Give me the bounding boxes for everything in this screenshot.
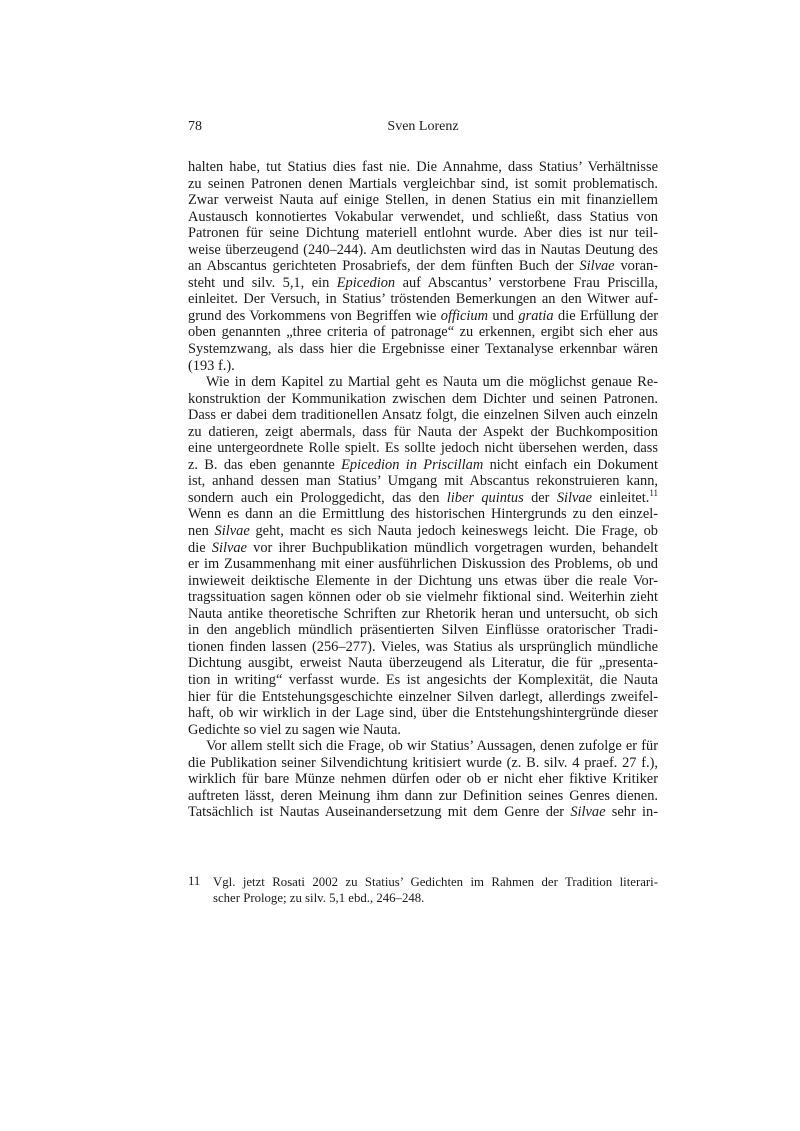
text-span: nicht einfach ein Dokument [483, 456, 658, 473]
text-line [188, 705, 658, 722]
text-line [188, 291, 658, 308]
text-line [188, 159, 658, 176]
text-span: Zwar verweist Nauta auf einige Stellen, in denen Statius ein mit finanziellem [188, 192, 658, 209]
text-span: ist, anhand dessen man Statius’ Umgang mit Abscantus rekonstruieren kann, [188, 473, 658, 490]
text-span: nen [188, 523, 215, 540]
text-span: zu seinen Patronen denen Martials vergleichbar sind, ist somit problematisch. [188, 175, 658, 192]
text-span: Austausch konnotiertes Vokabular verwendet, und schließt, dass Statius von [188, 208, 658, 225]
text-span: die Publikation seiner Silvendichtung kritisiert wurde (z. B. silv. 4 praef. 27 f.), [188, 754, 658, 771]
text-span: der [523, 489, 557, 506]
text-span: steht und silv. 5,1, ein [188, 274, 337, 291]
text-span: er im Zusammenhang mit einer ausführlichen Diskussion des Problems, ob und [188, 556, 658, 573]
italic-text: gratia [518, 307, 554, 324]
text-span: Nauta antike theoretische Schriften zur Rhetorik heran und untersucht, ob sich [188, 605, 658, 622]
italic-text: Silvae [570, 804, 606, 821]
text-span: zu datieren, zeigt abermals, dass für Nauta der Aspekt der Buchkomposition [188, 423, 658, 440]
text-span: voran- [614, 258, 659, 275]
text-span: grund des Vorkommens von Begriffen wie [188, 307, 441, 324]
footnote [188, 874, 658, 906]
text-line [213, 874, 658, 890]
text-span: Patronen für seine Dichtung materiell entlohnt wurde. Aber dies ist nur teil- [188, 225, 658, 242]
text-span: einleitet. Der Versuch, in Statius’ tröstenden Bemerkungen an den Witwer auf- [188, 291, 658, 308]
text-span: Dass er dabei dem traditionellen Ansatz folgt, die einzelnen Silven auch einzeln [188, 407, 658, 424]
italic-text: Silvae [214, 523, 250, 540]
text-span: sondern auch ein Prologgedicht, das den [188, 489, 447, 506]
text-span: z. B. das eben genannte [188, 456, 342, 473]
text-line [188, 225, 658, 242]
text-line [188, 722, 658, 739]
text-line [188, 589, 658, 606]
text-span: Gedichte so viel zu sagen wie Nauta. [188, 721, 401, 738]
italic-text: Silvae [556, 489, 593, 506]
text-line [188, 242, 658, 259]
text-span: geht, macht es sich Nauta jedoch keineswegs leicht. Die Frage, ob [249, 523, 658, 540]
text-line [188, 738, 658, 755]
text-line [188, 606, 658, 623]
text-span: die [188, 539, 212, 556]
text-line [188, 487, 658, 507]
page-number: 78 [188, 119, 202, 134]
text-span: hier für die Entstehungsgeschichte einzelner Silven darlegt, allerdings zweifel- [188, 688, 658, 705]
footnote-text [213, 874, 658, 906]
text-span: konstruktion der Kommunikation zwischen dem Dichter und seinen Patronen. [188, 390, 658, 407]
italic-text: Silvae [211, 539, 247, 556]
text-span: eine untergeordnete Rolle spielt. Es sollte jedoch nicht übersehen werden, dass [188, 440, 658, 457]
text-line [188, 639, 658, 656]
text-span: an Abscantus gerichteten Prosabriefs, der dem fünften Buch der [188, 258, 580, 275]
text-line [188, 209, 658, 226]
text-span: Wenn es dann an die Ermittlung des historischen Hintergrunds zu den einzel- [188, 506, 658, 523]
text-line [188, 506, 658, 523]
text-line [188, 771, 658, 788]
italic-text: liber quintus [446, 489, 524, 506]
text-span: einleitet. [592, 489, 650, 506]
italic-text: Silvae [579, 258, 615, 275]
text-line [188, 573, 658, 590]
text-line [188, 407, 658, 424]
text-line [188, 804, 658, 821]
text-span: wirklich für bare Münze nehmen dürfen oder ob er nicht eher fiktive Kritiker [188, 771, 658, 788]
text-line [188, 374, 658, 391]
text-line [188, 275, 658, 292]
text-span: Tatsächlich ist Nautas Auseinandersetzung mit dem Genre der [188, 804, 571, 821]
running-title: Sven Lorenz [387, 119, 459, 134]
text-span: scher Prologe; zu silv. 5,1 ebd., 246–248. [213, 891, 425, 905]
text-line [188, 755, 658, 772]
text-line [188, 540, 658, 557]
text-span: auftreten lässt, deren Meinung ihm dann zur Definition seines Genres dienen. [188, 787, 658, 804]
text-line [188, 788, 658, 805]
text-span: in den angeblich mündlich präsentierten Silven Einflüsse oratorischer Tradi- [188, 622, 658, 639]
text-span: vor ihrer Buchpublikation mündlich vorgetragen wurden, behandelt [246, 539, 658, 556]
italic-text: Epicedion [336, 274, 396, 291]
italic-text: Epicedion in Priscillam [341, 456, 484, 473]
text-line [188, 689, 658, 706]
text-span: tragssituation sagen können oder ob sie vielmehr fiktional sind. Weiterhin zieht [188, 589, 658, 606]
text-line [188, 424, 658, 441]
text-line [188, 324, 658, 341]
footnote-number: 11 [188, 874, 201, 888]
text-line [188, 440, 658, 457]
text-span: weise überzeugend (240–244). Am deutlichsten wird das in Nautas Deutung des [188, 241, 658, 258]
text-line [188, 176, 658, 193]
text-span: haft, ob wir wirklich in der Lage sind, über die Entstehungshintergründe dieser [188, 705, 658, 722]
text-span: (193 f.). [188, 357, 235, 374]
italic-text: officium [440, 307, 488, 324]
text-span: tion in writing“ verfasst wurde. Es ist angesichts der Komplexität, die Nauta [188, 671, 658, 688]
text-span: Wie in dem Kapitel zu Martial geht es Nauta um die möglichst genaue Re- [206, 374, 658, 391]
text-line [188, 655, 658, 672]
text-line [188, 523, 658, 540]
text-line [188, 308, 658, 325]
text-line [188, 358, 658, 375]
footnote-reference: 11 [649, 487, 658, 498]
text-line [188, 457, 658, 474]
body-text [188, 159, 658, 821]
text-span: Vor allem stellt sich die Frage, ob wir Statius’ Aussagen, denen zufolge er für [206, 738, 658, 755]
text-span: oben genannten „three criteria of patronage“ zu erkennen, ergibt sich eher aus [188, 324, 658, 341]
text-span: die Erfüllung der [553, 307, 659, 324]
text-line [188, 556, 658, 573]
text-line [188, 473, 658, 490]
text-span: Vgl. jetzt Rosati 2002 zu Statius’ Gedichten im Rahmen der Tradition literari- [213, 875, 658, 889]
text-line [188, 341, 658, 358]
text-span: Dichtung ausgibt, erweist Nauta überzeugend als Literatur, die für „presenta- [188, 655, 658, 672]
text-line [188, 258, 658, 275]
text-line [188, 672, 658, 689]
text-span: Systemzwang, als dass hier die Ergebnisse einer Textanalyse erkennbar wären [188, 341, 658, 358]
text-span: halten habe, tut Statius dies fast nie. Die Annahme, dass Statius’ Verhältnisse [188, 159, 658, 175]
text-span: auf Abscantus’ verstorbene Frau Priscilla, [395, 274, 659, 291]
text-line [213, 890, 658, 906]
text-span: sehr in- [605, 804, 658, 821]
text-line [188, 391, 658, 408]
text-span: und [487, 307, 519, 324]
text-line [188, 622, 658, 639]
text-span: tionen finden lassen (256–277). Vieles, was Statius als ursprünglich mündliche [188, 638, 658, 655]
text-line [188, 192, 658, 209]
text-span: inwieweit deiktische Elemente in der Dichtung uns etwas über die reale Vor- [188, 572, 658, 589]
